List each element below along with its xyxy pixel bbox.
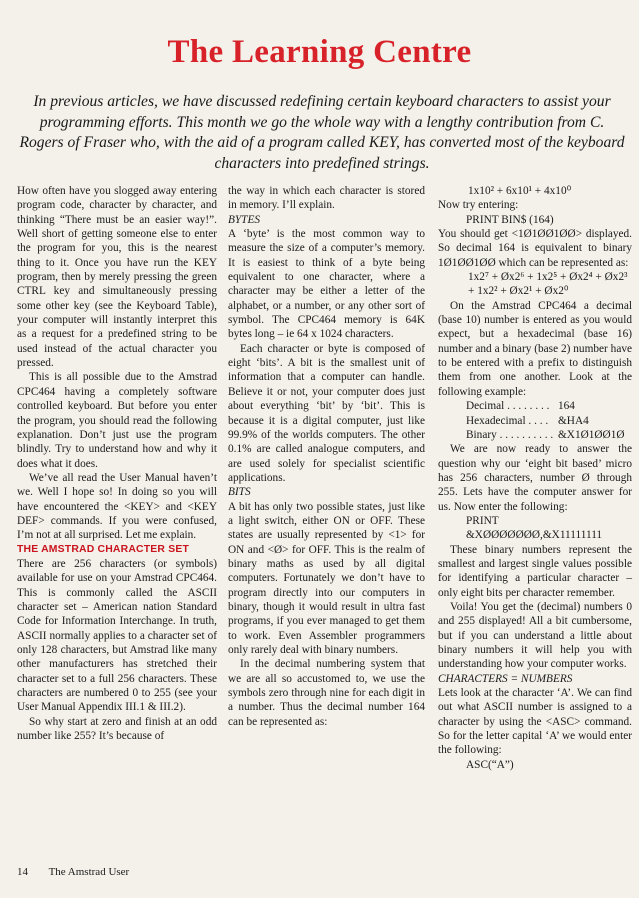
math-expression: 1x2⁷ + Øx2⁶ + 1x2⁵ + Øx2⁴ + Øx2³ + 1x2² + Øx2¹ + Øx2⁰ [468,271,628,298]
page-footer [17,866,147,878]
paragraph: There are 256 characters (or symbols) available for use on your Amstrad CPC464. This is commonly called the ASCII character set – American nation Standard Code for Information Interchange. In truth, ASCII normally applies to a character set of only 128 characters, but Amstrad like many other manufacturers has stretched their character set to a full 256 characters. These characters are numbered 0 to 255 (see your User Manual Appendix III.1 & III.2). [17,557,217,714]
article-title: The Learning Centre [167,34,472,70]
column-1 [17,184,217,743]
section-heading: BYTES [228,213,261,226]
magazine-name: The Amstrad User [48,866,130,878]
paragraph: Lets look at the character ‘A’. We can find out what ASCII number is assigned to a character by using the <ASC> command. So for the letter capital ‘A’ we would enter the following: [438,687,632,757]
table-value: &HA4 [558,414,589,427]
math-expression: 1x10² + 6x10¹ + 4x10⁰ [468,185,572,197]
paragraph: This is all possible due to the Amstrad CPC464 having a completely software controlled keyboard. But before you enter the program, you should read the following explanation. Don’t just use the program blindly. Try to understand how and why it does what it does. [17,371,217,470]
code-line: PRINT BIN$ (164) [466,213,554,226]
code-line: PRINT &XØØØØØØØ,&X11111111 [466,514,603,542]
paragraph: A bit has only two possible states, just like a light switch, either ON or OFF. These states are usually represented by <1> for ON and <Ø> for OFF. This is the realm of binary maths as used by all digital computers. Fortunately we don’t have to program directly into our computers in binary, though it would result in ultra fast programs, if you ever managed to get them to work. Even Assembler programmers only rarely deal with binary numbers. [228,500,425,656]
paragraph: How often have you slogged away entering program code, character by character, and thinking “There must be an easier way!”. Well short of getting someone else to enter the program for you, this is the nearest thing to it. Once you have run the KEY program, then by merely pressing the green CTRL key and simultaneously pressing some other key (see the Keyboard Table), your computer will instantly interpret this as a request for a predefined string to be used instead of the actual character you pressed. [17,185,217,370]
section-heading: BITS [228,486,251,499]
text-line: Now try entering: [438,199,519,212]
table-value: &X1Ø1ØØ1Ø [558,428,625,441]
article-intro: In previous articles, we have discussed redefining certain keyboard characters to assist your programming efforts. This month we go the whole way with a lengthy contribution from C. Rogers of Fraser who, with the aid of a program called KEY, has converted most of the keyboard characters into predefined strings. [19,93,625,172]
page-number: 14 [17,866,28,878]
table-value: 164 [558,400,575,413]
table-row [438,414,632,428]
paragraph: the way in which each character is stored in memory. I’ll explain. [228,185,425,212]
section-heading: CHARACTERS = NUMBERS [438,672,573,685]
paragraph: Each character or byte is composed of eight ‘bits’. A bit is the smallest unit of information that a computer can handle. Believe it or not, your computer does just about everything ‘bit’ by ‘bit’. This is because it is a digital computer, just like 99.9% of the worlds computers. The other 0.1% are called analogue computers, and are used solely for specialist scientific applications. [228,342,425,484]
column-3 [438,184,632,772]
paragraph: So why start at zero and finish at an odd number like 255? It’s because of [17,715,217,743]
table-label: Binary . . . . . . . . . . [466,428,554,441]
paragraph: You should get <1Ø1ØØ1ØØ> displayed. So decimal 164 is equivalent to binary 1Ø1ØØ1ØØ which can be represented as: [438,228,632,269]
table-label: Hexadecimal . . . . [466,414,549,427]
paragraph: These binary numbers represent the smallest and largest single values possible for identifying a particular character – only eight bits per character remember. [438,543,632,599]
column-2 [228,184,425,729]
paragraph: We’ve all read the User Manual haven’t we. Well I hope so! In doing so you will have encountered the <KEY> and <KEY DEF> commands. If you were confused, I’m not at all surprised. Let me explain. [17,471,217,542]
paragraph: Voila! You get the (decimal) numbers 0 and 255 displayed! All a bit cumbersome, but if you can understand a little about binary numbers it will help you with understanding how your computer works. [438,600,632,671]
paragraph: In the decimal numbering system that we are all so accustomed to, we use the symbols zero through nine for each digit in a number. Thus the decimal number 164 can be represented as: [228,658,425,728]
paragraph: We are now ready to answer the question why our ‘eight bit based’ micro has 256 characters, number Ø through 255. Lets have the computer answer for us. Now enter the following: [438,443,632,513]
section-heading: THE AMSTRAD CHARACTER SET [17,543,190,555]
paragraph: A ‘byte’ is the most common way to measure the size of a computer’s memory. It is easiest to think of a byte being equivalent to one character, where a character may be either a letter of the alphabet, or a number, or any other sort of symbol. The CPC464 memory is 64K bytes long – ie 64 x 1024 characters. [228,228,425,341]
table-label: Decimal . . . . . . . . [466,400,550,413]
table-row [438,399,632,413]
code-line: ASC(“A”) [466,758,514,771]
paragraph: On the Amstrad CPC464 a decimal (base 10) number is entered as you would expect, but a hexadecimal (base 16) number and a binary (base 2) number have to be entered with a prefix to distinguish them from one another. Look at the following example: [438,299,632,398]
table-row [438,428,632,442]
